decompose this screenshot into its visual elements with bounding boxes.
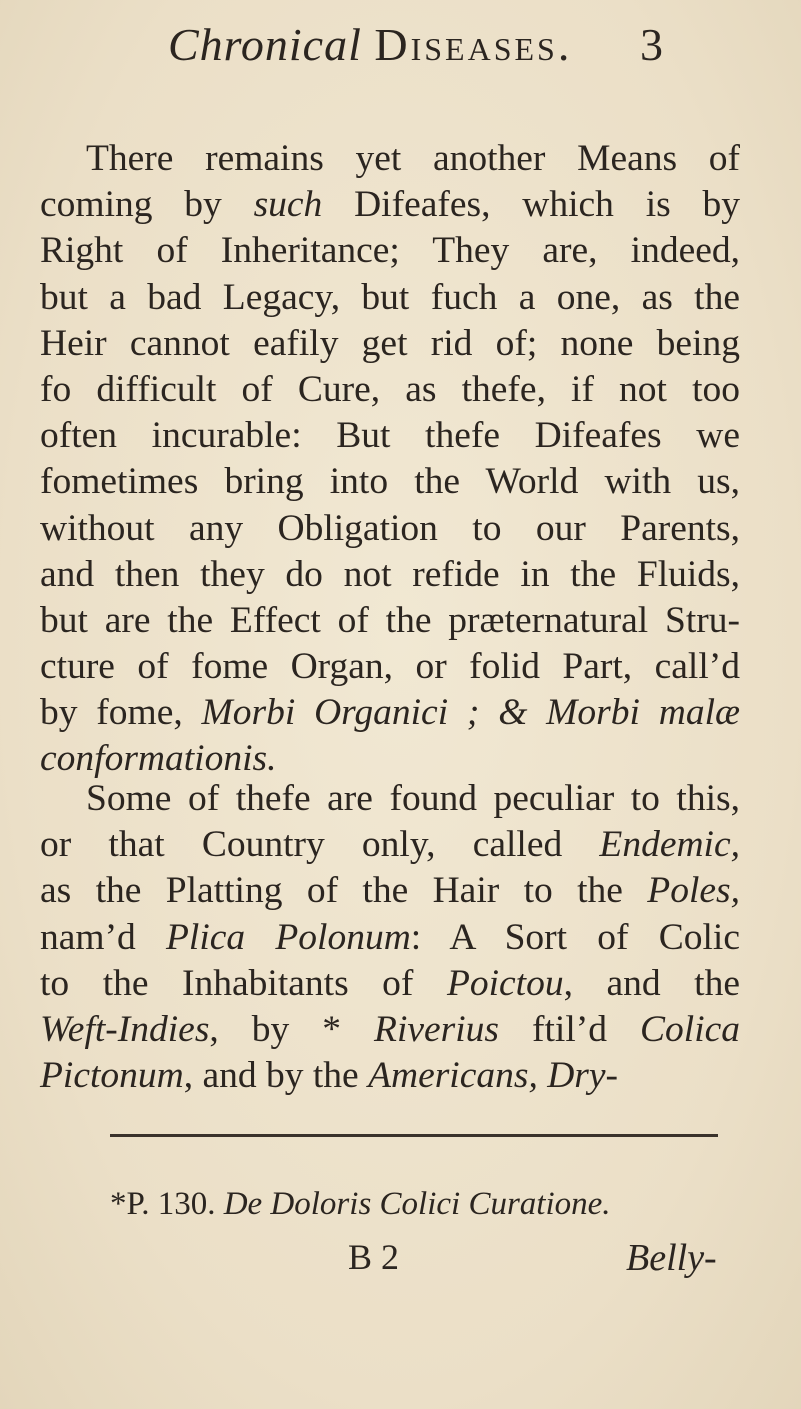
text-line [40,136,740,182]
italic-run: Endemic, [599,824,740,866]
text-run: or that Country only, called [40,824,600,866]
running-head [0,14,801,74]
paragraph-1 [40,136,740,783]
text-run: often incurable: But thefe Difeafes we [40,415,740,457]
text-line [40,1007,740,1053]
text-line [40,459,740,505]
text-run: to the Inhabitants of [40,962,447,1004]
italic-run: Weft-Indies [40,1008,210,1050]
text-line [40,413,740,459]
text-line [40,961,740,1007]
italic-run: Plica Polonum [166,916,411,958]
text-line [40,367,740,413]
text-run: , by * [209,1008,375,1050]
text-line [40,1053,740,1099]
italic-run: Poles, [647,870,740,912]
text-run: Some of thefe are found peculiar to this, [86,778,740,819]
running-head-title [168,18,572,71]
text-line [40,822,740,868]
text-line [40,690,740,736]
text-run: Difeafes, which is by [322,184,740,226]
text-run: and then they do not refide in the Fluids, [40,553,740,595]
catchword: Belly- [626,1237,717,1279]
text-run: There remains yet another Means of [86,138,740,179]
text-run: fo difficult of Cure, as thefe, if not too [40,368,740,410]
text-run: , and by the [183,1055,369,1097]
footnote [110,1186,611,1223]
text-line [40,644,740,690]
text-line [40,598,740,644]
running-head-title-italic: Chronical [168,19,362,70]
paragraph-2 [40,776,740,1099]
text-line [40,776,740,822]
text-line [40,275,740,321]
text-run: without any Obligation to our Parents, [40,507,740,549]
footnote-marker: * [110,1186,127,1222]
text-run: ftil’d [499,1008,641,1050]
footnote-text: De Doloris Colici Curatione. [223,1186,611,1222]
footnote-divider [110,1134,718,1137]
text-run: but are the Effect of the præternatural Stru- [40,599,740,641]
page-number: 3 [640,19,663,70]
text-run: Heir cannot eafily get rid of; none being [40,322,740,364]
italic-run: Americans, Dry- [368,1055,619,1097]
text-line [40,506,740,552]
italic-run: conformationis. [40,738,277,780]
text-run: cture of fome Organ, or folid Part, call’d [40,646,740,688]
text-run: as the Platting of the Hair to the [40,870,648,912]
text-run: Right of Inheritance; They are, indeed, [40,230,740,272]
text-line [40,552,740,598]
italic-run: Riverius [374,1008,500,1050]
signature-mark: B 2 [348,1237,400,1277]
text-run: coming by [40,184,254,226]
text-line [40,321,740,367]
text-run: nam’d [40,916,167,958]
text-run: by fome, [40,692,202,734]
text-line [40,182,740,228]
text-line [40,868,740,914]
footnote-ref: P. 130. [126,1186,216,1222]
italic-run: Colica [640,1008,741,1050]
text-run: fometimes bring into the World with us, [40,461,740,503]
italic-run: Pictonum [40,1055,184,1097]
italic-run: such [253,184,323,226]
text-run: but a bad Legacy, but fuch a one, as the [40,276,740,318]
text-line [40,228,740,274]
italic-run: Poictou [446,962,564,1004]
text-line [40,915,740,961]
text-run: : A Sort of Colic [410,916,740,958]
text-run: , and the [563,962,740,1004]
running-head-title-caps: Diseases. [374,19,573,70]
italic-run: Morbi Organici ; & Morbi malæ [201,692,740,734]
